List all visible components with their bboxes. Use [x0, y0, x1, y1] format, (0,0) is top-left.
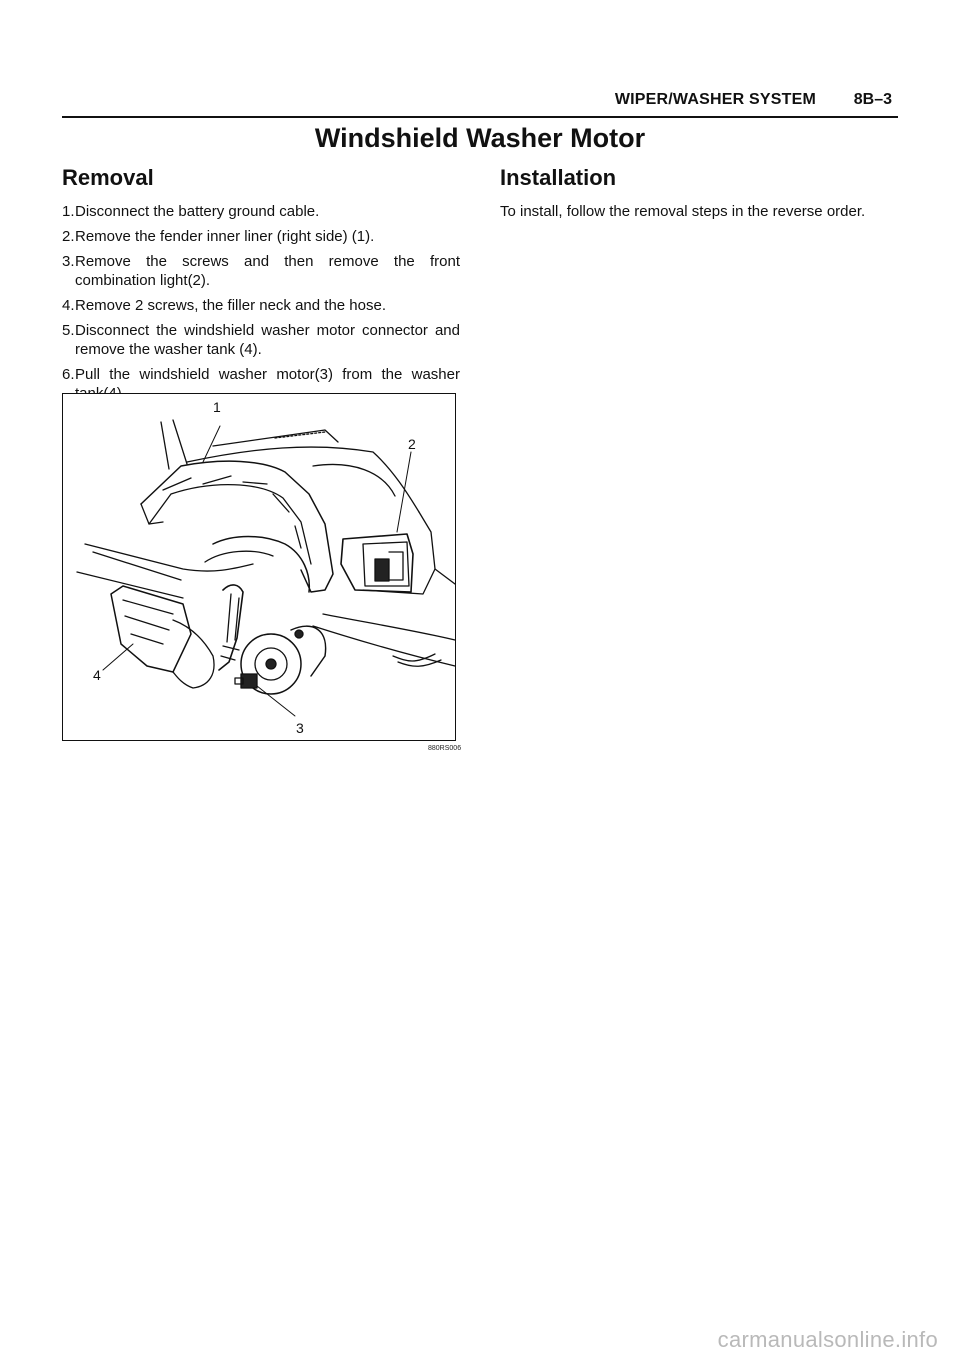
step-text: Remove 2 screws, the filler neck and the hose.: [75, 297, 386, 314]
washer-tank: [111, 586, 191, 672]
removal-step: [62, 296, 460, 315]
figure-code: 880RS006: [428, 745, 462, 752]
bumper-line: [435, 569, 455, 584]
removal-step: [62, 321, 460, 359]
wheel-arch: [213, 537, 309, 593]
body-side-line-2: [93, 552, 181, 580]
header-page-number: 8B–3: [853, 91, 892, 108]
installation-heading: Installation: [500, 165, 617, 190]
removal-steps: [62, 202, 460, 403]
bumper-lower: [313, 626, 455, 666]
callout-3: 3: [296, 720, 304, 736]
removal-step: [62, 227, 460, 246]
front-fascia: [363, 512, 435, 594]
callout-2: 2: [408, 436, 416, 452]
page-header: [62, 90, 898, 118]
step-number: 1.: [62, 203, 75, 220]
hood-crease: [313, 464, 395, 496]
step-text: Remove the fender inner liner (right side) (1).: [75, 228, 375, 245]
tank-body: [173, 620, 214, 688]
page-title: Windshield Washer Motor: [314, 123, 646, 153]
hood-line: [187, 447, 419, 512]
step-text: Disconnect the windshield washer motor connector and remove the washer tank (4).: [75, 322, 460, 358]
removal-heading: Removal: [62, 165, 154, 190]
leader-line-4: [103, 644, 133, 670]
lamp-bulb-housing: [375, 559, 389, 581]
caliper-bolt: [295, 630, 303, 638]
car-fender-drawing: [63, 394, 457, 742]
installation-section: [500, 165, 900, 221]
leader-line-2: [397, 452, 411, 532]
callout-4: 4: [93, 667, 101, 683]
hub-center: [266, 659, 276, 669]
bumper-edge: [323, 614, 455, 640]
callout-1: 1: [213, 399, 221, 415]
inner-liner-outline: [141, 461, 333, 592]
pillar-line: [173, 420, 187, 464]
hose-clamps: [221, 646, 239, 660]
leader-line-3: [257, 686, 295, 716]
header-section-title: WIPER/WASHER SYSTEM: [614, 91, 816, 108]
removal-step: [62, 202, 460, 221]
washer-motor-illustration: [62, 393, 456, 741]
step-number: 6.: [62, 366, 75, 383]
step-number: 3.: [62, 253, 75, 270]
step-text: Remove the screws and then remove the front combination light(2).: [75, 253, 460, 289]
removal-step: [62, 252, 460, 290]
step-text: Disconnect the battery ground cable.: [75, 203, 320, 220]
removal-section: [62, 165, 460, 409]
step-number: 4.: [62, 297, 75, 314]
step-text: Pull the windshield washer motor(3) from the washer: [75, 366, 460, 383]
installation-text: To install, follow the removal steps in the reverse order.: [500, 203, 866, 220]
wheel-arch-inner: [205, 551, 273, 562]
lamp-segment: [389, 552, 403, 580]
site-watermark: carmanualsonline.info: [717, 1327, 938, 1352]
step-number: 5.: [62, 322, 75, 339]
tank-ribs: [123, 600, 173, 644]
cowl-vent: [275, 432, 325, 438]
step-number: 2.: [62, 228, 75, 245]
pillar-line: [161, 422, 169, 469]
